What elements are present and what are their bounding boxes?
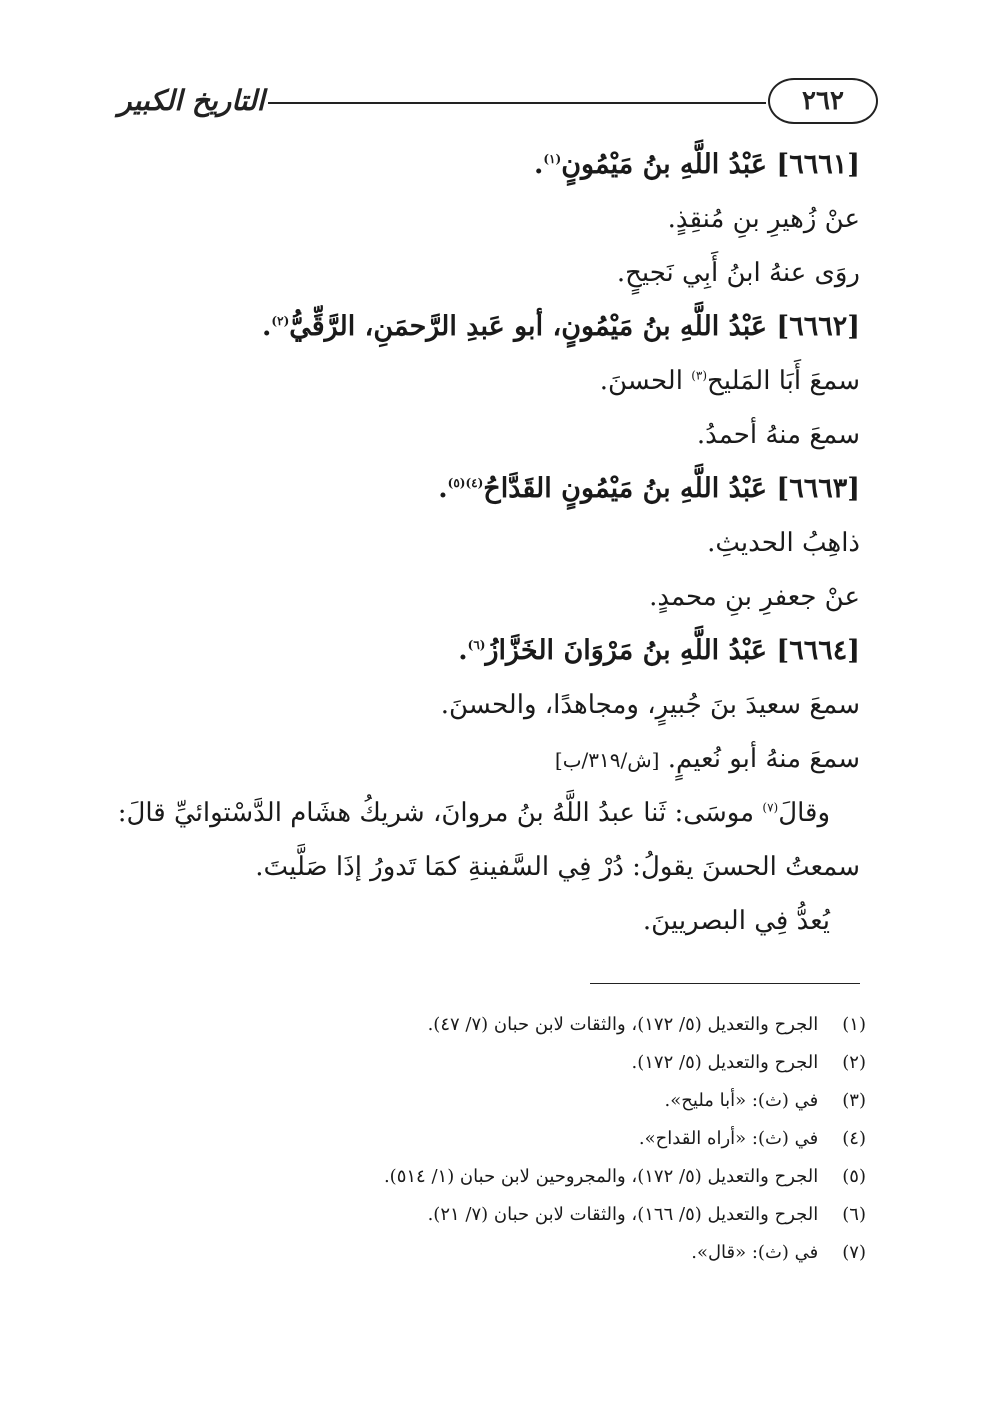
text-span: الحسنَ. bbox=[599, 366, 683, 396]
footnote-text: في (ث): «قال». bbox=[691, 1242, 819, 1263]
text-line: ذاهِبُ الحديثِ. bbox=[707, 528, 860, 558]
entry-6661: [٦٦٦١] عَبْدُ اللَّهِ بنُ مَيْمُونٍ$^{(١)}$. bbox=[533, 149, 860, 180]
text-line bbox=[120, 354, 860, 408]
text-line: عنْ زُهيرِ بنِ مُنقِذٍ. bbox=[667, 204, 860, 234]
footnote-item bbox=[106, 1006, 866, 1044]
text-line: سمعَ منهُ أحمدُ. bbox=[696, 420, 860, 450]
entry-title: [٦٦٦١] عَبْدُ اللَّهِ بنُ مَيْمُونٍ bbox=[561, 149, 860, 180]
footnote-item bbox=[106, 1196, 866, 1234]
text-line: سمعتُ الحسنَ يقولُ: دُرْ فِي السَّفينةِ كمَا تَدورُ إذَا صَلَّيتَ. bbox=[255, 852, 860, 882]
footnote-number: (٢) bbox=[842, 1052, 866, 1073]
entry-title: [٦٦٦٣] عَبْدُ اللَّهِ بنُ مَيْمُونٍ القَدَّاحُ bbox=[483, 473, 860, 504]
footnote-text: في (ث): «أبا مليح». bbox=[664, 1090, 819, 1111]
footnote-text: الجرح والتعديل (٥/ ١٦٦)، والثقات لابن حبان (٧/ ٢١). bbox=[427, 1204, 819, 1225]
text-span: سمعَ أَبَا المَليح bbox=[707, 366, 860, 396]
text-span: سمعَ منهُ أبو نُعيمٍ. bbox=[667, 744, 860, 774]
text-line bbox=[117, 786, 860, 840]
page-number: ٢٦٢ bbox=[768, 78, 878, 124]
footnote-item bbox=[106, 1044, 866, 1082]
footnote-number: (٣) bbox=[842, 1090, 866, 1111]
footnote-number: (٤) bbox=[842, 1128, 866, 1149]
manuscript-ref: [ش/٣١٩/ب] bbox=[554, 748, 660, 772]
footnote-item bbox=[106, 1082, 866, 1120]
footnote-text: الجرح والتعديل (٥/ ١٧٢)، والثقات لابن حبان (٧/ ٤٧). bbox=[427, 1014, 819, 1035]
footnote-text: الجرح والتعديل (٥/ ١٧٢)، والمجروحين لابن حبان (١/ ٥١٤). bbox=[383, 1166, 819, 1187]
main-text bbox=[117, 138, 860, 948]
footnote-ref[interactable]: (١) bbox=[543, 152, 562, 166]
running-header bbox=[118, 78, 878, 134]
footnote-number: (٧) bbox=[842, 1242, 866, 1263]
footnote-item bbox=[106, 1158, 866, 1196]
header-rule bbox=[268, 102, 766, 104]
footnote-separator bbox=[590, 983, 860, 984]
entry-title: [٦٦٦٢] عَبْدُ اللَّهِ بنُ مَيْمُونٍ، أبو عَبدِ الرَّحمَنِ، الرَّقِّيُّ bbox=[289, 311, 860, 342]
text-line: يُعدُّ فِي البصريينَ. bbox=[642, 906, 830, 936]
footnote-text: في (ث): «أراه القداح». bbox=[638, 1128, 819, 1149]
entry-6663: [٦٦٦٣] عَبْدُ اللَّهِ بنُ مَيْمُونٍ القَدَّاحُ$^{(٤)(٥)}$. bbox=[438, 473, 860, 504]
footnote-number: (٦) bbox=[842, 1204, 866, 1225]
text-span: موسَى: ثَنا عبدُ اللَّهُ بنُ مروانَ، شريكُ هشَام الدَّسْتوائيِّ قالَ: bbox=[117, 798, 755, 828]
footnote-ref[interactable]: (٤)(٥) bbox=[447, 476, 484, 490]
text-line: روَى عنهُ ابنُ أَبِي نَجيحٍ. bbox=[616, 258, 860, 288]
text-line bbox=[120, 732, 860, 786]
text-line: سمعَ سعيدَ بنَ جُبيرٍ، ومجاهدًا، والحسنَ. bbox=[440, 690, 860, 720]
footnote-item bbox=[106, 1120, 866, 1158]
text-span: وقالَ bbox=[778, 798, 830, 828]
footnote-number: (١) bbox=[842, 1014, 866, 1035]
footnotes bbox=[106, 1006, 866, 1272]
footnote-item bbox=[106, 1234, 866, 1272]
footnote-ref[interactable]: (٢) bbox=[271, 314, 290, 328]
text-line: عنْ جعفرِ بنِ محمدٍ. bbox=[649, 582, 860, 612]
footnote-number: (٥) bbox=[842, 1166, 866, 1187]
entry-6662: [٦٦٦٢] عَبْدُ اللَّهِ بنُ مَيْمُونٍ، أبو عَبدِ الرَّحمَنِ، الرَّقِّيُّ$^{(٢)}$. bbox=[262, 311, 860, 342]
footnote-text: الجرح والتعديل (٥/ ١٧٢). bbox=[631, 1052, 819, 1073]
footnote-ref[interactable]: (٣) bbox=[691, 368, 708, 383]
footnote-ref[interactable]: (٧) bbox=[762, 800, 779, 815]
entry-6664: [٦٦٦٤] عَبْدُ اللَّهِ بنُ مَرْوَانَ الخَزَّازُ$^{(٦)}$. bbox=[458, 635, 860, 666]
book-title: التاريخ الكبير bbox=[118, 84, 265, 117]
footnote-ref[interactable]: (٦) bbox=[467, 638, 486, 652]
entry-title: [٦٦٦٤] عَبْدُ اللَّهِ بنُ مَرْوَانَ الخَزَّازُ bbox=[485, 635, 860, 666]
